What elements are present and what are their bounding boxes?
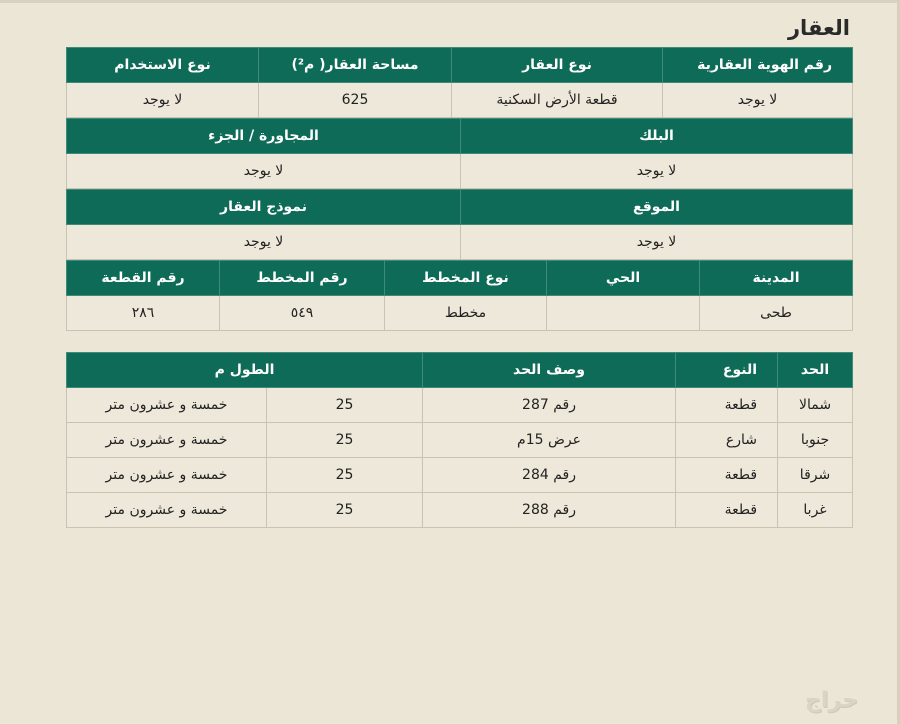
- value-property-model: لا يوجد: [67, 225, 461, 260]
- property-header-row: [67, 48, 853, 83]
- header-side: الحد: [778, 353, 853, 388]
- property-table-main: [66, 47, 853, 118]
- watermark-logo: حراج: [805, 688, 858, 713]
- header-plan-number: رقم المخطط: [220, 261, 385, 296]
- plan-header-row: [67, 261, 853, 296]
- bound-description: عرض 15م: [423, 423, 676, 458]
- bound-side: شمالا: [778, 388, 853, 423]
- value-block: لا يوجد: [461, 154, 853, 189]
- header-city: المدينة: [700, 261, 853, 296]
- header-length: الطول م: [67, 353, 423, 388]
- value-plan-type: مخطط: [385, 296, 547, 331]
- value-property-id: لا يوجد: [663, 83, 853, 118]
- bound-side: شرقا: [778, 458, 853, 493]
- header-property-type: نوع العقار: [452, 48, 663, 83]
- value-district: [547, 296, 700, 331]
- bound-length: 25: [267, 458, 423, 493]
- header-property-area: مساحة العقار( م²): [259, 48, 452, 83]
- bound-type: قطعة: [676, 388, 778, 423]
- header-block: البلك: [461, 119, 853, 154]
- bound-length-words: خمسة و عشرون متر: [67, 458, 267, 493]
- value-property-area: 625: [259, 83, 452, 118]
- table-row: [67, 458, 853, 493]
- value-location: لا يوجد: [461, 225, 853, 260]
- property-table-location: [66, 189, 853, 260]
- location-value-row: [67, 225, 853, 260]
- value-plan-number: ٥٤٩: [220, 296, 385, 331]
- bound-description: رقم 288: [423, 493, 676, 528]
- header-type: النوع: [676, 353, 778, 388]
- bound-description: رقم 287: [423, 388, 676, 423]
- bound-length-words: خمسة و عشرون متر: [67, 388, 267, 423]
- property-table-block: [66, 118, 853, 189]
- value-plot-number: ٢٨٦: [67, 296, 220, 331]
- table-row: [67, 388, 853, 423]
- table-row: [67, 493, 853, 528]
- bounds-table: [66, 352, 853, 528]
- block-header-row: [67, 119, 853, 154]
- bound-side: جنوبا: [778, 423, 853, 458]
- header-plan-type: نوع المخطط: [385, 261, 547, 296]
- header-usage-type: نوع الاستخدام: [67, 48, 259, 83]
- bound-length: 25: [267, 423, 423, 458]
- header-property-model: نموذج العقار: [67, 190, 461, 225]
- header-district: الحي: [547, 261, 700, 296]
- property-value-row: [67, 83, 853, 118]
- bound-type: قطعة: [676, 493, 778, 528]
- bound-side: غربا: [778, 493, 853, 528]
- location-header-row: [67, 190, 853, 225]
- plan-value-row: [67, 296, 853, 331]
- header-neighborhood-part: المجاورة / الجزء: [67, 119, 461, 154]
- bounds-header-row: [67, 353, 853, 388]
- bound-length-words: خمسة و عشرون متر: [67, 423, 267, 458]
- top-border: [0, 0, 900, 3]
- header-plot-number: رقم القطعة: [67, 261, 220, 296]
- value-neighborhood-part: لا يوجد: [67, 154, 461, 189]
- property-table-plan: [66, 260, 853, 331]
- bound-type: قطعة: [676, 458, 778, 493]
- bound-description: رقم 284: [423, 458, 676, 493]
- bound-length: 25: [267, 388, 423, 423]
- value-usage-type: لا يوجد: [67, 83, 259, 118]
- value-property-type: قطعة الأرض السكنية: [452, 83, 663, 118]
- table-row: [67, 423, 853, 458]
- block-value-row: [67, 154, 853, 189]
- header-location: الموقع: [461, 190, 853, 225]
- bound-type: شارع: [676, 423, 778, 458]
- header-description: وصف الحد: [423, 353, 676, 388]
- header-property-id: رقم الهوية العقارية: [663, 48, 853, 83]
- page-title: العقار: [787, 16, 850, 40]
- value-city: طحى: [700, 296, 853, 331]
- bound-length-words: خمسة و عشرون متر: [67, 493, 267, 528]
- bound-length: 25: [267, 493, 423, 528]
